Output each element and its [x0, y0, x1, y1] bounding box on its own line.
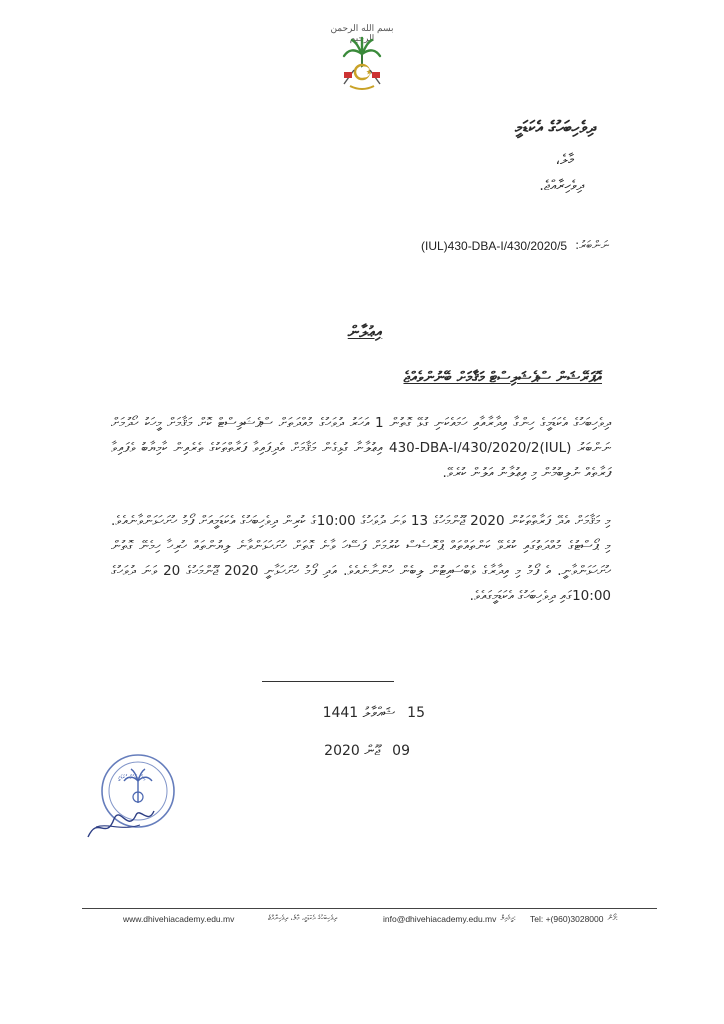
footer-address: ދިވެހިބަހުގެ އެކަޑަމީ، މާލެ، ދިވެހިރާއްޖެ	[268, 914, 338, 922]
footer-phone	[530, 914, 618, 924]
hijri-date	[285, 705, 425, 721]
address-line-1: މާލެ،	[555, 152, 574, 168]
hijri-month-year: ޝައްވާލު 1441	[322, 705, 396, 721]
announcement-title: އިޢުލާން	[347, 322, 383, 341]
gregorian-date	[290, 743, 410, 759]
footer-phone-label: ފޯން:	[607, 914, 618, 922]
bismillah-calligraphy: بسم الله الرحمن الرحيم	[330, 24, 394, 44]
gregorian-day: 09	[392, 743, 410, 759]
reference-row	[421, 238, 609, 253]
reference-number: (IUL)430-DBA-I/430/2020/5	[421, 238, 568, 253]
footer-divider	[82, 908, 657, 909]
footer-email-value: info@dhivehiacademy.edu.mv	[383, 914, 497, 924]
footer-website: www.dhivehiacademy.edu.mv	[123, 914, 235, 924]
reference-label: ނަންބަރު:	[575, 238, 609, 252]
footer-phone-value: Tel: +(960)3028000	[530, 914, 604, 924]
body-paragraph-2: މި މަޤާމަށް އެދޭ ފަރާތްތަކުން 2020 ޖޫންމަހުގެ 13 ވަނަ ދުވަހުގެ 10:00ގެ ކުރިން ދިވެހިބަހުގެ އެކަޑަމީއަށް ފޯމު ހުށަހަޅަންވާނެއެވެ. މި ޕޯސްޓުގެ މުއްދަތުގައި ކުރެވޭ ކަންތައްތައް ޕްރޮސެސް ކުރުމަށް ފަސޭހަ ވާނެ ގޮތަށް ހުށަހަޅަންވާނެ ލިޔުންތައް ހުރިހާ ހިމެނޭ ގޮތުން ހުށަހަޅަންވާނީ. އެ ފޯމު މި އިދާރާގެ ވެބްސައިޓުން ލިބެން ހުންނާނެއެވެ. އަދި ފޯމު ހުށަހަޅާނީ 2020 ޖޫންމަހުގެ 20 ވަނަ ދުވަހުގެ 10:00ގައި ދިވެހިބަހުގެ އެކަޑަމީގައެވެ.	[111, 513, 611, 604]
body-paragraph-1: ދިވެހިބަހުގެ އެކަޑަމީގެ ހިންގާ އިދާރާއާއި ހަމައެކަނި ގުޅޭ ގޮތުން 1 އަހަރު ދުވަހުގެ މުއްދަތަށް ސްޕެޝަލިސްޓް ކޮށް މަޤާމަށް މީހަކު ހޯދުމަށް ނަންބަރު (IUL)430-DBA-I/430/2020/2 އިޢުލާނާ ގުޅިގެން މަޤާމަށް އެދިފައިވާ ފަރާތްތަކުގެ ތެރެއިން ކާމިޔާބު ވެފައިވާ ފަރާތެއް ނުލިބުމުން މި އިޢުލާނު އަލުން ކުރެވޭ.	[111, 415, 612, 481]
official-stamp-icon	[78, 745, 188, 855]
divider-line	[262, 681, 394, 682]
gregorian-month-year: ޖޫން 2020	[324, 743, 381, 759]
national-emblem-icon	[330, 28, 394, 98]
organization-name: ދިވެހިބަހުގެ އެކަޑަމީ	[515, 118, 596, 138]
stamp-text: ދިވެހިބަހުގެ އެކަޑަމީ	[118, 774, 147, 781]
address-line-2: ދިވެހިރާއްޖެ.	[539, 178, 584, 194]
footer-email-label: އީމެއިލް:	[500, 914, 517, 922]
subject-heading: އޮޕަރޭޝަން ސްޕެޝަލިސްޓް މަޤާމަށް ބޭނުންވެއްޖެ	[403, 368, 602, 386]
hijri-day: 15	[407, 705, 425, 721]
footer-email	[383, 914, 516, 924]
